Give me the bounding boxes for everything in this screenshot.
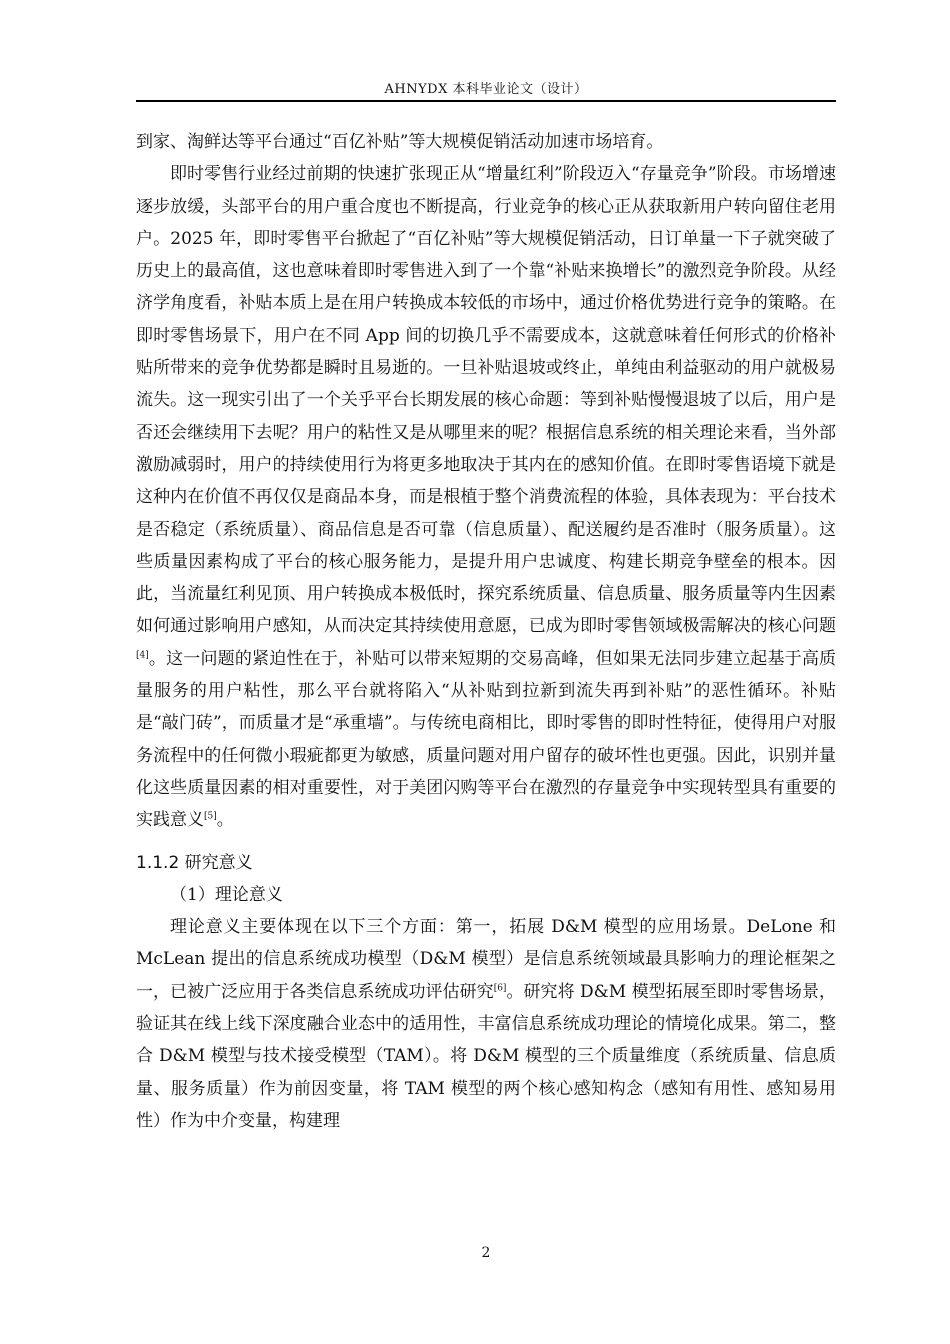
paragraph-text: 。 — [216, 810, 234, 831]
section-heading: 1.1.2 研究意义 — [136, 852, 253, 873]
paragraph-text: 。这一问题的紧迫性在于，补贴可以带来短期的交易高峰，但如果无法同步建立起基于高质量服务的用户粘性，那么平台就将陷入“从补贴到拉新到流失再到补贴”的恶性循环。补贴是“敲门砖”，而质量才是“承重墙”。与传统电商相比，即时零售的即时性特征，使得用户对服务流程中的任何微小瑕疵都更为敏感，质量问题对用户留存的破坏性也更强。因此，识别并量化这些质量因素的相对重要性，对于美团闪购等平台在激烈的存量竞争中实现转型具有重要的实践意义 — [136, 648, 836, 831]
paragraph-background — [136, 158, 836, 836]
document-body — [136, 126, 836, 1137]
paragraph-continued: 到家、淘鲜达等平台通过“百亿补贴”等大规模促销活动加速市场培育。 — [136, 132, 664, 152]
sub-heading: （1）理论意义 — [170, 884, 283, 905]
citation-ref: [5] — [204, 811, 217, 822]
paragraph-text: 。研究将 D&M 模型拓展至即时零售场景，验证其在线上线下深度融合业态中的适用性，丰富信息系统成功理论的情境化成果。第二，整合 D&M 模型与技术接受模型（TAM）。将 D&M 模型的三个质量维度（系统质量、信息质量、服务质量）作为前因变量，将 TAM 模型的两个核心感知构念（感知有用性、感知易用性）作为中介变量，构建理 — [136, 981, 836, 1131]
citation-ref: [4] — [136, 650, 149, 661]
header-divider — [136, 100, 836, 102]
paragraph-theory — [136, 911, 836, 1137]
citation-ref: [6] — [493, 983, 507, 994]
paragraph-text: 即时零售行业经过前期的快速扩张现正从“增量红利”阶段迈入“存量竞争”阶段。市场增速逐步放缓，头部平台的用户重合度也不断提高，行业竞争的核心正从获取新用户转向留住老用户。2025 年，即时零售平台掀起了“百亿补贴”等大规模促销活动，日订单量一下子就突破了历史上的最高值，这也意味着即时零售进入到了一个靠“补贴来换增长”的激烈竞争阶段。从经济学角度看，补贴本质上是在用户转换成本较低的市场中，通过价格优势进行竞争的策略。在即时零售场景下，用户在不同 App 间的切换几乎不需要成本，这就意味着任何形式的价格补贴所带来的竞争优势都是瞬时且易逝的。一旦补贴退坡或终止，单纯由利益驱动的用户就极易流失。这一现实引出了一个关乎平台长期发展的核心命题：等到补贴慢慢退坡了以后，用户是否还会继续用下去呢？用户的粘性又是从哪里来的呢？根据信息系统的相关理论来看，当外部激励减弱时，用户的持续使用行为将更多地取决于其内在的感知价值。在即时零售语境下就是这种内在价值不再仅仅是商品本身，而是根植于整个消费流程的体验，具体表现为：平台技术是否稳定（系统质量）、商品信息是否可靠（信息质量）、配送履约是否准时（服务质量）。这些质量因素构成了平台的核心服务能力，是提升用户忠诚度、构建长期竞争壁垒的根本。因此，当流量红利见顶、用户转换成本极低时，探究系统质量、信息质量、服务质量等内生因素如何通过影响用户感知，从而决定其持续使用意愿，已成为即时零售领域极需解决的核心问题 — [136, 164, 836, 637]
page-number: 2 — [481, 1245, 491, 1261]
paragraph-text: 理论意义主要体现在以下三个方面：第一，拓展 D&M 模型的应用场景。DeLone 和 McLean 提出的信息系统成功模型（D&M 模型）是信息系统领域最具影响力的理论框架之一，已被广泛应用于各类信息系统成功评估研究 — [136, 917, 836, 1002]
page-header: AHNYDX 本科毕业论文（设计） — [384, 82, 588, 97]
